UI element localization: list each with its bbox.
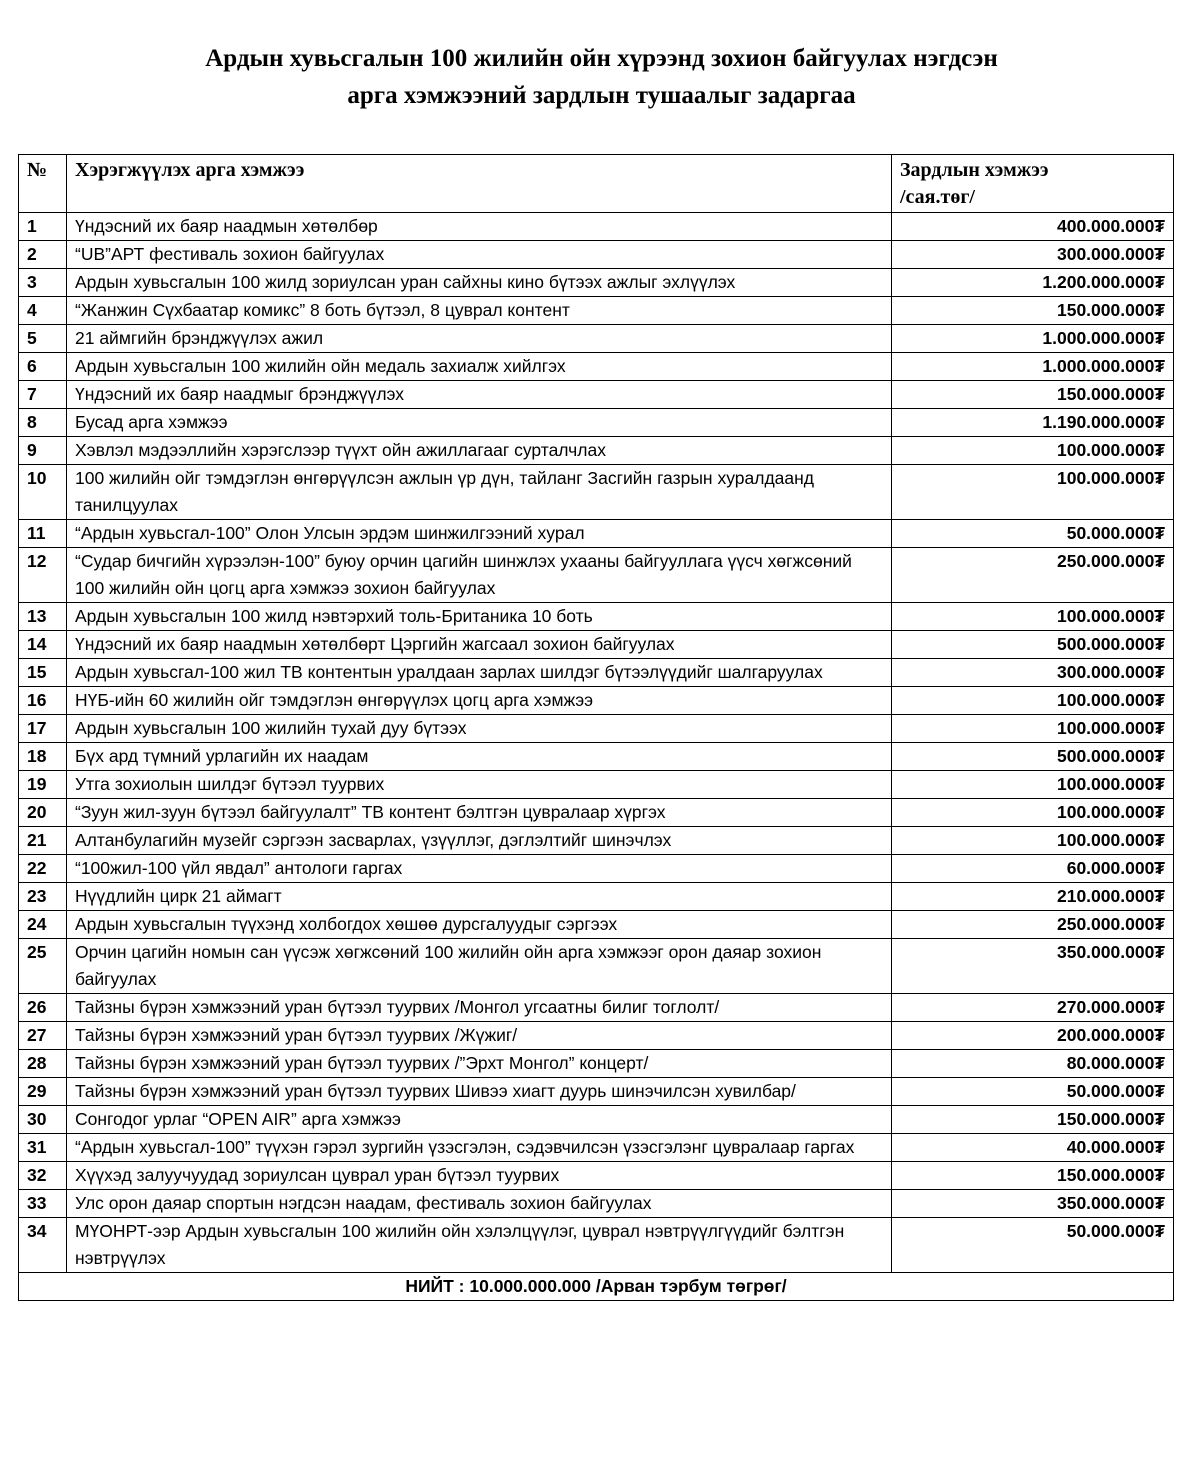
row-number: 15 [19,659,67,687]
row-amount: 100.000.000₮ [892,771,1174,799]
header-amount [892,155,1174,213]
table-row [19,1190,1174,1218]
table-row [19,269,1174,297]
row-number: 7 [19,381,67,409]
row-activity: Нүүдлийн цирк 21 аймагт [67,883,892,911]
row-activity: Ардын хувьсгалын 100 жилийн тухай дуу бүтээх [67,715,892,743]
row-amount: 100.000.000₮ [892,465,1174,520]
row-amount: 150.000.000₮ [892,297,1174,325]
row-amount: 350.000.000₮ [892,939,1174,994]
row-amount: 1.200.000.000₮ [892,269,1174,297]
row-number: 1 [19,213,67,241]
row-activity: “Ардын хувьсгал-100” Олон Улсын эрдэм шинжилгээний хурал [67,520,892,548]
row-amount: 1.000.000.000₮ [892,353,1174,381]
row-number: 33 [19,1190,67,1218]
row-amount: 400.000.000₮ [892,213,1174,241]
row-number: 25 [19,939,67,994]
table-row [19,1162,1174,1190]
row-activity: Бусад арга хэмжээ [67,409,892,437]
row-amount: 250.000.000₮ [892,548,1174,603]
row-activity: Сонгодог урлаг “OPEN AIR” арга хэмжээ [67,1106,892,1134]
table-row [19,799,1174,827]
table-row [19,994,1174,1022]
row-activity: “Ардын хувьсгал-100” түүхэн гэрэл зургийн үзэсгэлэн, сэдэвчилсэн үзэсгэлэнг цувралаар гаргах [67,1134,892,1162]
row-amount: 300.000.000₮ [892,241,1174,269]
row-activity: “Зуун жил-зуун бүтээл байгуулалт” ТВ контент бэлтгэн цувралаар хүргэх [67,799,892,827]
document-title-line2: арга хэмжээний зардлын тушаалыг задаргаа [347,82,856,109]
row-amount: 50.000.000₮ [892,1218,1174,1273]
row-number: 34 [19,1218,67,1273]
table-row [19,939,1174,994]
row-activity: Ардын хувьсгал-100 жил ТВ контентын уралдаан зарлах шилдэг бүтээлүүдийг шалгаруулах [67,659,892,687]
row-amount: 100.000.000₮ [892,603,1174,631]
row-amount: 200.000.000₮ [892,1022,1174,1050]
row-number: 14 [19,631,67,659]
table-row [19,743,1174,771]
row-amount: 150.000.000₮ [892,381,1174,409]
table-row [19,297,1174,325]
row-amount: 100.000.000₮ [892,715,1174,743]
row-activity: Улс орон даяар спортын нэгдсэн наадам, фестиваль зохион байгуулах [67,1190,892,1218]
table-row [19,381,1174,409]
row-number: 16 [19,687,67,715]
table-row [19,1022,1174,1050]
row-activity: 21 аймгийн брэнджүүлэх ажил [67,325,892,353]
row-amount: 40.000.000₮ [892,1134,1174,1162]
table-row [19,1106,1174,1134]
row-activity: Үндэсний их баяр наадмыг брэнджүүлэх [67,381,892,409]
row-number: 8 [19,409,67,437]
row-amount: 210.000.000₮ [892,883,1174,911]
table-row [19,437,1174,465]
budget-table [18,154,1174,1301]
row-number: 9 [19,437,67,465]
table-row [19,213,1174,241]
row-number: 11 [19,520,67,548]
row-number: 31 [19,1134,67,1162]
row-activity: Ардын хувьсгалын 100 жилд зориулсан уран сайхны кино бүтээх ажлыг эхлүүлэх [67,269,892,297]
row-activity: Алтанбулагийн музейг сэргээн засварлах, үзүүллэг, дэглэлтийг шинэчлэх [67,827,892,855]
row-activity: Тайзны бүрэн хэмжээний уран бүтээл туурвих /”Эрхт Монгол” концерт/ [67,1050,892,1078]
table-row [19,325,1174,353]
header-activity: Хэрэгжүүлэх арга хэмжээ [67,155,892,213]
row-number: 28 [19,1050,67,1078]
row-number: 6 [19,353,67,381]
row-number: 18 [19,743,67,771]
row-activity: “Жанжин Сүхбаатар комикс” 8 боть бүтээл, 8 цуврал контент [67,297,892,325]
table-row [19,631,1174,659]
table-row [19,409,1174,437]
table-row [19,883,1174,911]
row-activity: Утга зохиолын шилдэг бүтээл туурвих [67,771,892,799]
header-amount-line1: Зардлын хэмжээ [900,159,1049,181]
row-number: 12 [19,548,67,603]
row-number: 23 [19,883,67,911]
table-row [19,520,1174,548]
row-activity: НҮБ-ийн 60 жилийн ойг тэмдэглэн өнгөрүүлэх цогц арга хэмжээ [67,687,892,715]
table-row [19,911,1174,939]
row-number: 17 [19,715,67,743]
row-activity: 100 жилийн ойг тэмдэглэн өнгөрүүлсэн ажлын үр дүн, тайланг Засгийн газрын хуралдаанд танилцуулах [67,465,892,520]
row-amount: 350.000.000₮ [892,1190,1174,1218]
table-row [19,353,1174,381]
row-number: 13 [19,603,67,631]
table-row [19,1218,1174,1273]
table-row [19,771,1174,799]
row-number: 21 [19,827,67,855]
document-title [0,40,1203,114]
row-activity: Орчин цагийн номын сан үүсэж хөгжсөний 100 жилийн ойн арга хэмжээг орон даяар зохион байгуулах [67,939,892,994]
total-row [19,1273,1174,1301]
row-activity: Тайзны бүрэн хэмжээний уран бүтээл туурвих /Жүжиг/ [67,1022,892,1050]
table-row [19,241,1174,269]
row-activity: Ардын хувьсгалын 100 жилийн ойн медаль захиалж хийлгэх [67,353,892,381]
row-activity: “Судар бичгийн хүрээлэн-100” буюу орчин цагийн шинжлэх ухааны байгууллага үүсч хөгжсөний 100 жилийн ойн цогц арга хэмжээ зохион байгуулах [67,548,892,603]
row-number: 5 [19,325,67,353]
row-amount: 1.190.000.000₮ [892,409,1174,437]
table-row [19,548,1174,603]
row-amount: 100.000.000₮ [892,827,1174,855]
row-number: 20 [19,799,67,827]
row-amount: 250.000.000₮ [892,911,1174,939]
row-amount: 50.000.000₮ [892,520,1174,548]
row-amount: 150.000.000₮ [892,1162,1174,1190]
row-amount: 50.000.000₮ [892,1078,1174,1106]
table-row [19,827,1174,855]
row-activity: Үндэсний их баяр наадмын хөтөлбөрт Цэргийн жагсаал зохион байгуулах [67,631,892,659]
row-number: 2 [19,241,67,269]
row-activity: МҮОНРТ-ээр Ардын хувьсгалын 100 жилийн ойн хэлэлцүүлэг, цуврал нэвтрүүлгүүдийг бэлтгэн нэвтрүүлэх [67,1218,892,1273]
row-activity: Үндэсний их баяр наадмын хөтөлбөр [67,213,892,241]
table-row [19,855,1174,883]
row-amount: 60.000.000₮ [892,855,1174,883]
document-title-line1: Ардын хувьсгалын 100 жилийн ойн хүрээнд зохион байгуулах нэгдсэн [205,45,998,72]
row-activity: “100жил-100 үйл явдал” антологи гаргах [67,855,892,883]
row-amount: 1.000.000.000₮ [892,325,1174,353]
row-activity: Ардын хувьсгалын түүхэнд холбогдох хөшөө дурсгалуудыг сэргээх [67,911,892,939]
row-activity: Хэвлэл мэдээллийн хэрэгслээр түүхт ойн ажиллагааг сурталчлах [67,437,892,465]
row-number: 10 [19,465,67,520]
row-number: 32 [19,1162,67,1190]
row-number: 30 [19,1106,67,1134]
table-header-row [19,155,1174,213]
row-amount: 100.000.000₮ [892,799,1174,827]
row-amount: 500.000.000₮ [892,743,1174,771]
row-activity: Тайзны бүрэн хэмжээний уран бүтээл туурвих /Монгол угсаатны билиг тоглолт/ [67,994,892,1022]
row-amount: 150.000.000₮ [892,1106,1174,1134]
table-row [19,1134,1174,1162]
header-number: № [19,155,67,213]
row-number: 3 [19,269,67,297]
row-amount: 500.000.000₮ [892,631,1174,659]
row-number: 29 [19,1078,67,1106]
table-row [19,465,1174,520]
row-number: 24 [19,911,67,939]
table-row [19,1078,1174,1106]
table-row [19,603,1174,631]
row-amount: 80.000.000₮ [892,1050,1174,1078]
row-number: 22 [19,855,67,883]
row-activity: Бүх ард түмний урлагийн их наадам [67,743,892,771]
row-activity: Ардын хувьсгалын 100 жилд нэвтэрхий толь-Британика 10 боть [67,603,892,631]
header-amount-line2: /сая.төг/ [900,186,975,208]
row-number: 27 [19,1022,67,1050]
row-amount: 270.000.000₮ [892,994,1174,1022]
table-row [19,1050,1174,1078]
table-row [19,715,1174,743]
row-number: 4 [19,297,67,325]
table-body [19,213,1174,1273]
row-activity: Хүүхэд залуучуудад зориулсан цуврал уран бүтээл туурвих [67,1162,892,1190]
table-row [19,659,1174,687]
row-number: 19 [19,771,67,799]
row-amount: 100.000.000₮ [892,687,1174,715]
row-number: 26 [19,994,67,1022]
table-row [19,687,1174,715]
total-cell: НИЙТ : 10.000.000.000 /Арван тэрбум төгрөг/ [19,1273,1174,1301]
row-activity: Тайзны бүрэн хэмжээний уран бүтээл туурвих Шивээ хиагт дуурь шинэчилсэн хувилбар/ [67,1078,892,1106]
row-amount: 100.000.000₮ [892,437,1174,465]
row-activity: “UB”АРТ фестиваль зохион байгуулах [67,241,892,269]
row-amount: 300.000.000₮ [892,659,1174,687]
